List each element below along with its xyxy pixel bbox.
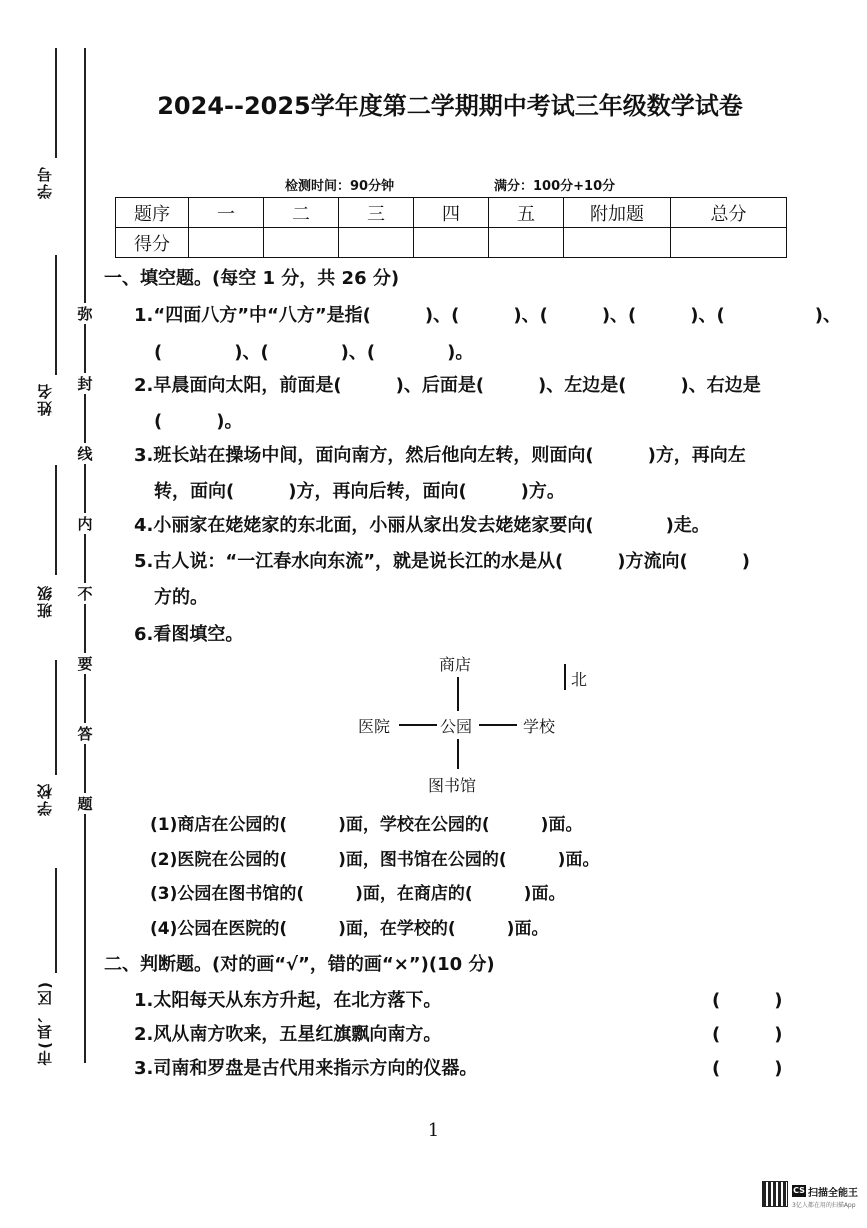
question-4: 4.小丽家在姥姥家的东北面，小丽从家出发去姥姥家要向( )走。 (134, 515, 710, 536)
camscanner-logo: CS (793, 1186, 805, 1195)
question-2-line2: ( )。 (154, 411, 243, 432)
qr-code-icon (762, 1181, 788, 1207)
map-label-library: 图书馆 (428, 776, 477, 795)
section1-heading: 一、填空题。(每空 1 分，共 26 分) (104, 268, 400, 289)
map-line-south (457, 739, 459, 769)
table-cell: 附加题 (564, 198, 671, 228)
score-input-cell[interactable] (264, 228, 339, 258)
north-arrow-icon (564, 664, 566, 690)
exam-title: 2024--2025学年度第二学期期中考试三年级数学试卷 (157, 92, 743, 120)
binding-line-2 (55, 255, 57, 375)
table-cell: 题序 (116, 198, 189, 228)
exam-full-score: 满分：100分+10分 (494, 179, 616, 194)
exam-time: 检测时间：90分钟 (285, 179, 395, 194)
seal-char: 不 (77, 585, 93, 603)
map-label-park: 公园 (440, 717, 473, 736)
seal-char: 封 (77, 375, 93, 393)
table-cell: 四 (414, 198, 489, 228)
student-id-label: 学号 (36, 165, 54, 199)
seal-char: 线 (77, 445, 93, 463)
table-cell: 二 (264, 198, 339, 228)
seal-char: 要 (77, 655, 93, 673)
district-label: 市(县、区) (36, 980, 54, 1066)
name-label: 姓名 (36, 382, 54, 416)
subquestion-4: (4)公园在医院的( )面，在学校的( )面。 (150, 919, 549, 939)
score-input-cell[interactable] (189, 228, 264, 258)
subquestion-1: (1)商店在公园的( )面，学校在公园的( )面。 (150, 815, 583, 835)
map-line-west (399, 724, 437, 726)
map-line-east (479, 724, 517, 726)
map-label-shop: 商店 (439, 655, 472, 674)
table-cell: 三 (339, 198, 414, 228)
north-label: 北 (571, 670, 588, 689)
score-input-cell[interactable] (564, 228, 671, 258)
score-input-cell[interactable] (414, 228, 489, 258)
watermark-app-name: 扫描全能王 (808, 1188, 858, 1199)
class-label: 班级 (36, 584, 54, 618)
section2-heading: 二、判断题。(对的画“√”，错的画“×”)(10 分) (104, 954, 495, 975)
table-cell: 一 (189, 198, 264, 228)
question-1-line2: ( )、( )、( )。 (154, 342, 474, 363)
score-input-cell[interactable] (339, 228, 414, 258)
question-5-line1: 5.古人说：“一江春水向东流”，就是说长江的水是从( )方流向( ) (134, 551, 750, 572)
map-label-hospital: 医院 (358, 717, 391, 736)
table-cell: 五 (489, 198, 564, 228)
subquestion-2: (2)医院在公园的( )面，图书馆在公园的( )面。 (150, 850, 600, 870)
judgement-2-answer[interactable]: ( ) (712, 1024, 783, 1045)
watermark-subtext: 3亿人都在用的扫描App (792, 1202, 856, 1209)
binding-line-4 (55, 660, 57, 775)
score-table-header-row (116, 198, 787, 228)
question-1-line1: 1.“四面八方”中“八方”是指( )、( )、( )、( )、( )、 (134, 305, 841, 326)
school-label: 学校 (36, 782, 54, 816)
score-input-cell[interactable] (671, 228, 787, 258)
table-cell: 得分 (116, 228, 189, 258)
map-line-north (457, 677, 459, 711)
binding-line-5 (55, 868, 57, 973)
seal-char: 内 (77, 515, 93, 533)
question-3-line1: 3.班长站在操场中间，面向南方，然后他向左转，则面向( )方，再向左 (134, 445, 746, 466)
seal-char: 答 (77, 725, 93, 743)
score-input-cell[interactable] (489, 228, 564, 258)
seal-char: 题 (77, 795, 93, 813)
seal-line (84, 48, 86, 1063)
judgement-1-answer[interactable]: ( ) (712, 990, 783, 1011)
question-2-line1: 2.早晨面向太阳，前面是( )、后面是( )、左边是( )、右边是 (134, 375, 761, 396)
page-number: 1 (427, 1120, 440, 1141)
seal-char: 弥 (77, 305, 93, 323)
question-3-line2: 转，面向( )方，再向后转，面向( )方。 (154, 481, 565, 502)
judgement-1: 1.太阳每天从东方升起，在北方落下。 (134, 990, 442, 1011)
question-5-line2: 方的。 (154, 587, 208, 608)
judgement-3: 3.司南和罗盘是古代用来指示方向的仪器。 (134, 1058, 478, 1079)
score-table (115, 197, 787, 258)
question-6: 6.看图填空。 (134, 624, 244, 645)
subquestion-3: (3)公园在图书馆的( )面，在商店的( )面。 (150, 884, 566, 904)
binding-line-3 (55, 465, 57, 575)
judgement-3-answer[interactable]: ( ) (712, 1058, 783, 1079)
judgement-2: 2.风从南方吹来，五星红旗飘向南方。 (134, 1024, 442, 1045)
map-label-school: 学校 (523, 717, 556, 736)
score-table-score-row (116, 228, 787, 258)
table-cell: 总分 (671, 198, 787, 228)
binding-line-1 (55, 48, 57, 158)
